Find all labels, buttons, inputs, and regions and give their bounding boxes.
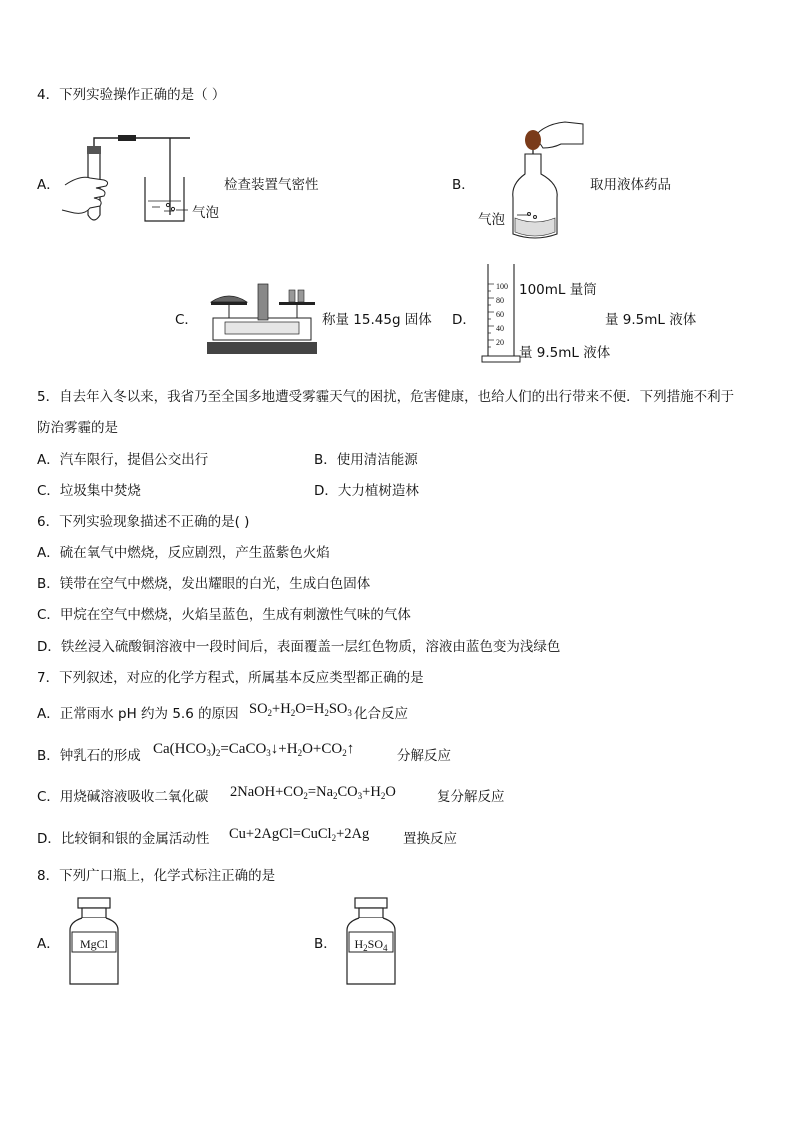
q7-option-d-equation: Cu+2AgCl=CuCl$_2$+2Ag bbox=[229, 826, 370, 843]
q7-stem: 7．下列叙述，对应的化学方程式，所属基本反应类型都正确的是 bbox=[37, 670, 424, 686]
q4-option-b-caption: 取用液体药品 bbox=[590, 177, 671, 193]
q6-stem: 6．下列实验现象描述不正确的是( ) bbox=[37, 514, 250, 530]
q5-option-b: B．使用清洁能源 bbox=[314, 452, 418, 468]
q5-option-c: C．垃圾集中焚烧 bbox=[37, 483, 141, 499]
q4-option-d-inner-caption: 量 9.5mL 液体 bbox=[519, 345, 611, 361]
cylinder-tick-label: 80 bbox=[496, 296, 504, 305]
q7-option-a-type: 化合反应 bbox=[354, 706, 408, 722]
q4-option-a-caption: 检查装置气密性 bbox=[224, 177, 319, 193]
cylinder-tick-label: 100 bbox=[496, 282, 508, 291]
q4-option-a-letter: A． bbox=[37, 177, 60, 193]
q5-option-a: A．汽车限行，提倡公交出行 bbox=[37, 452, 209, 468]
cylinder-tick-label: 60 bbox=[496, 310, 504, 319]
q4-option-d-caption: 量 9.5mL 液体 bbox=[605, 312, 697, 328]
q8-option-b-letter: B． bbox=[314, 936, 337, 952]
q7-option-d-text: D．比较铜和银的金属活动性 bbox=[37, 831, 210, 847]
q4-option-c-letter: C． bbox=[175, 312, 198, 328]
q8-option-a-letter: A． bbox=[37, 936, 60, 952]
q4-stem: 4．下列实验操作正确的是（ ） bbox=[37, 87, 226, 103]
q5-option-d: D．大力植树造林 bbox=[314, 483, 419, 499]
q7-option-d-type: 置换反应 bbox=[403, 831, 457, 847]
cylinder-tick-labels bbox=[496, 280, 508, 350]
dropper-bottle-figure bbox=[495, 118, 585, 248]
q6-option-b: B．镁带在空气中燃烧，发出耀眼的白光，生成白色固体 bbox=[37, 576, 371, 592]
q6-option-d: D．铁丝浸入硫酸铜溶液中一段时间后，表面覆盖一层红色物质，溶液由蓝色变为浅绿色 bbox=[37, 639, 561, 655]
q4-option-b-bubble-label: 气泡 bbox=[478, 212, 505, 228]
q7-option-b-type: 分解反应 bbox=[397, 748, 451, 764]
bottle-a-label: MgCl bbox=[79, 937, 108, 951]
q4-option-a-bubble-label: 气泡 bbox=[192, 205, 219, 221]
beaker-with-tube-figure bbox=[140, 135, 200, 225]
q4-option-d-cylinder-label: 100mL 量筒 bbox=[519, 282, 597, 298]
q7-option-c-text: C．用烧碱溶液吸收二氧化碳 bbox=[37, 789, 209, 805]
q7-option-b-text: B．钟乳石的形成 bbox=[37, 748, 141, 764]
cylinder-tick-label: 20 bbox=[496, 338, 504, 347]
q5-stem-line2: 防治雾霾的是 bbox=[37, 420, 118, 436]
q4-option-b-letter: B． bbox=[452, 177, 475, 193]
q7-option-b-equation: $Ca(HCO_3)_2=CaCO_3↓+H_2O+CO_2↑$ bbox=[153, 741, 355, 758]
q6-option-c: C．甲烷在空气中燃烧，火焰呈蓝色，生成有刺激性气味的气体 bbox=[37, 607, 411, 623]
cylinder-tick-label: 40 bbox=[496, 324, 504, 333]
q7-option-a-equation: $SO_2+H_2O=H_2SO_3$ bbox=[249, 701, 352, 718]
q7-option-c-type: 复分解反应 bbox=[437, 789, 505, 805]
q4-option-d-letter: D． bbox=[452, 312, 476, 328]
q5-stem-line1: 5．自去年入冬以来，我省乃至全国多地遭受雾霾天气的困扰，危害健康，也给人们的出行带来不便．下列措施不利于 bbox=[37, 389, 735, 405]
q8-stem: 8．下列广口瓶上，化学式标注正确的是 bbox=[37, 868, 276, 884]
balance-scale-figure bbox=[205, 278, 320, 358]
q6-option-a: A．硫在氧气中燃烧，反应剧烈，产生蓝紫色火焰 bbox=[37, 545, 330, 561]
q7-option-a-text: A．正常雨水 pH 约为 5.6 的原因 bbox=[37, 706, 239, 722]
q4-option-c-caption: 称量 15.45g 固体 bbox=[322, 312, 432, 328]
q7-option-c-equation: $2NaOH+CO_2=Na_2CO_3+H_2O$ bbox=[230, 784, 396, 801]
bottle-b-label: $H_2SO_4$ bbox=[354, 937, 388, 953]
